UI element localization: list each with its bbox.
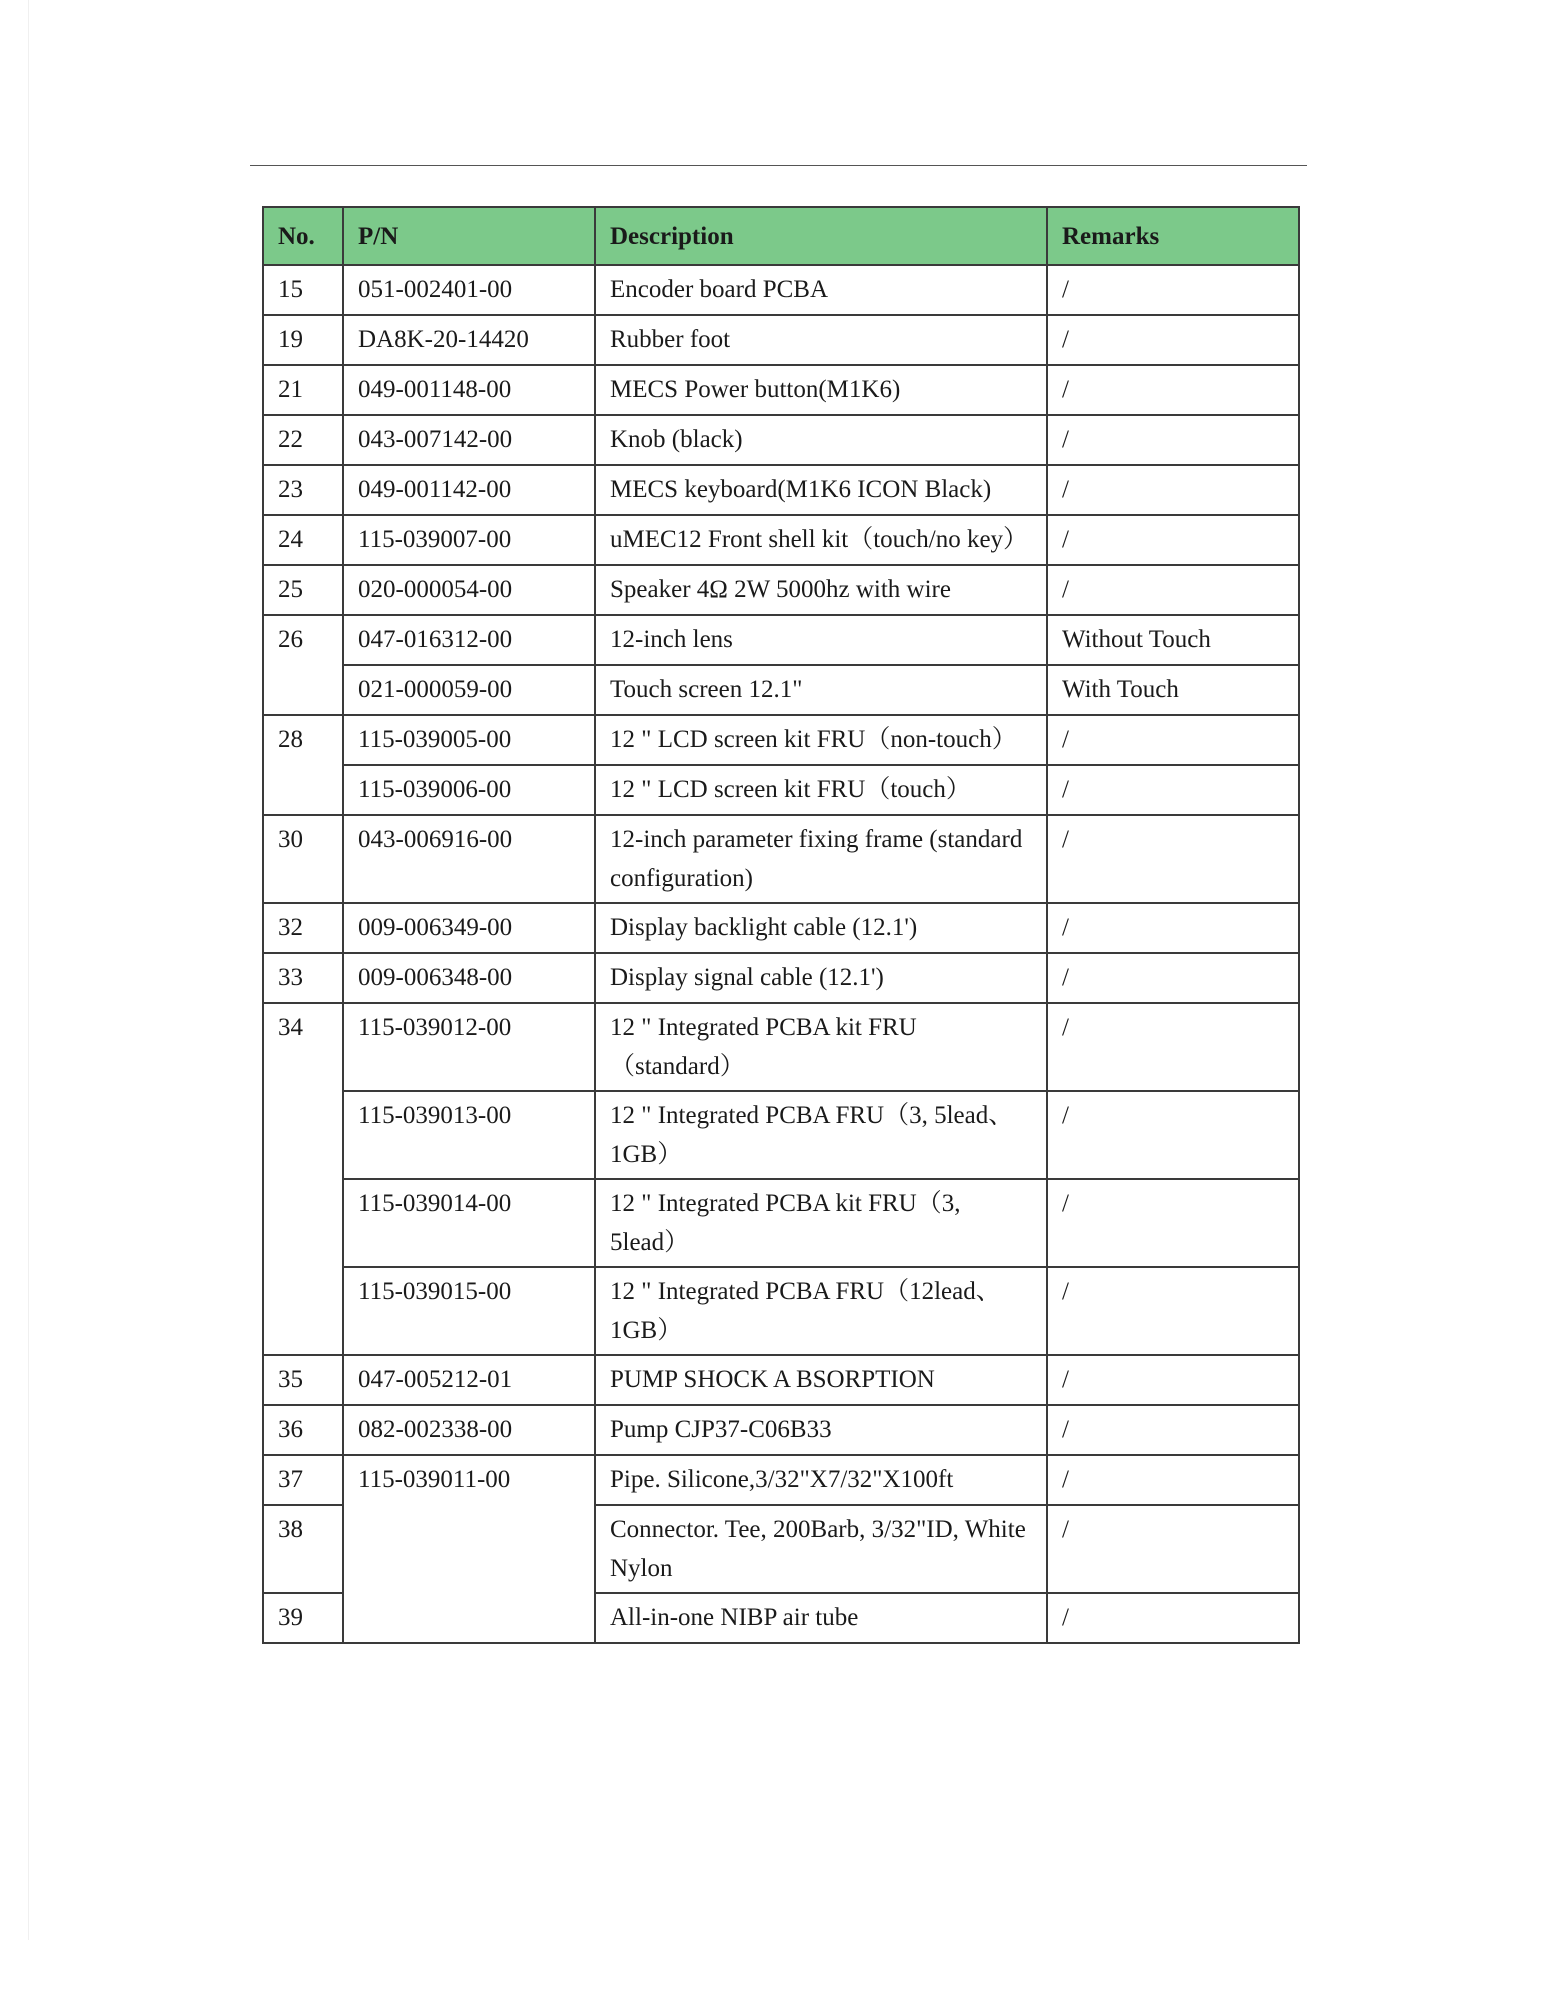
cell-no: 21	[263, 365, 343, 415]
cell-remarks: /	[1047, 465, 1299, 515]
table-row	[263, 903, 1299, 953]
cell-description: Pump CJP37-C06B33	[595, 1405, 1047, 1455]
cell-description: MECS Power button(M1K6)	[595, 365, 1047, 415]
cell-remarks: /	[1047, 953, 1299, 1003]
table-row	[263, 315, 1299, 365]
cell-description: uMEC12 Front shell kit（touch/no key）	[595, 515, 1047, 565]
cell-description: 12 " LCD screen kit FRU（non-touch）	[595, 715, 1047, 765]
cell-pn: 115-039005-00	[343, 715, 595, 765]
header-remarks: Remarks	[1047, 207, 1299, 265]
cell-remarks: /	[1047, 765, 1299, 815]
cell-remarks: /	[1047, 1355, 1299, 1405]
table-row	[263, 1267, 1299, 1355]
cell-no: 22	[263, 415, 343, 465]
cell-no: 38	[263, 1505, 343, 1593]
cell-remarks: /	[1047, 1505, 1299, 1593]
cell-description: Knob (black)	[595, 415, 1047, 465]
table-row	[263, 765, 1299, 815]
cell-description: MECS keyboard(M1K6 ICON Black)	[595, 465, 1047, 515]
cell-description: 12 " Integrated PCBA kit FRU （standard）	[595, 1003, 1047, 1091]
cell-pn: 009-006348-00	[343, 953, 595, 1003]
cell-pn: 115-039015-00	[343, 1267, 595, 1355]
table-row	[263, 265, 1299, 315]
table-row	[263, 365, 1299, 415]
parts-table	[262, 206, 1300, 1644]
table-row	[263, 665, 1299, 715]
cell-pn: 115-039012-00	[343, 1003, 595, 1091]
cell-description: PUMP SHOCK A BSORPTION	[595, 1355, 1047, 1405]
table-header-row	[263, 207, 1299, 265]
cell-no: 36	[263, 1405, 343, 1455]
header-no: No.	[263, 207, 343, 265]
table-row	[263, 415, 1299, 465]
cell-description: 12 " Integrated PCBA FRU（3, 5lead、1GB）	[595, 1091, 1047, 1179]
cell-description: Speaker 4Ω 2W 5000hz with wire	[595, 565, 1047, 615]
cell-description: Display signal cable (12.1')	[595, 953, 1047, 1003]
cell-remarks: /	[1047, 565, 1299, 615]
cell-pn: 115-039014-00	[343, 1179, 595, 1267]
cell-no: 33	[263, 953, 343, 1003]
cell-pn: 115-039011-00	[343, 1455, 595, 1643]
table-row	[263, 815, 1299, 903]
cell-description: 12 " Integrated PCBA kit FRU（3, 5lead）	[595, 1179, 1047, 1267]
header-pn: P/N	[343, 207, 595, 265]
cell-pn: 047-005212-01	[343, 1355, 595, 1405]
cell-no: 25	[263, 565, 343, 615]
cell-no: 39	[263, 1593, 343, 1643]
cell-pn: 051-002401-00	[343, 265, 595, 315]
cell-description: All-in-one NIBP air tube	[595, 1593, 1047, 1643]
cell-remarks: /	[1047, 1179, 1299, 1267]
table-row	[263, 1179, 1299, 1267]
cell-remarks: /	[1047, 1593, 1299, 1643]
cell-description: 12 " Integrated PCBA FRU（12lead、1GB）	[595, 1267, 1047, 1355]
cell-remarks: /	[1047, 815, 1299, 903]
cell-no: 35	[263, 1355, 343, 1405]
cell-pn: 049-001148-00	[343, 365, 595, 415]
cell-description: 12-inch lens	[595, 615, 1047, 665]
cell-pn: 043-007142-00	[343, 415, 595, 465]
cell-no: 32	[263, 903, 343, 953]
table-row	[263, 715, 1299, 765]
table-row	[263, 953, 1299, 1003]
cell-pn: 043-006916-00	[343, 815, 595, 903]
cell-pn: 115-039006-00	[343, 765, 595, 815]
table-row	[263, 1455, 1299, 1505]
cell-description: Encoder board PCBA	[595, 265, 1047, 315]
header-rule	[250, 165, 1307, 166]
cell-remarks: /	[1047, 1003, 1299, 1091]
table-row	[263, 615, 1299, 665]
cell-remarks: /	[1047, 1267, 1299, 1355]
cell-no: 15	[263, 265, 343, 315]
cell-description: Display backlight cable (12.1')	[595, 903, 1047, 953]
cell-remarks: /	[1047, 903, 1299, 953]
cell-description: Touch screen 12.1"	[595, 665, 1047, 715]
cell-pn: 020-000054-00	[343, 565, 595, 615]
cell-remarks: /	[1047, 1091, 1299, 1179]
cell-pn: 082-002338-00	[343, 1405, 595, 1455]
cell-no: 28	[263, 715, 343, 815]
cell-remarks: /	[1047, 365, 1299, 415]
cell-pn: 049-001142-00	[343, 465, 595, 515]
cell-remarks: /	[1047, 515, 1299, 565]
cell-remarks: /	[1047, 1405, 1299, 1455]
table-row	[263, 565, 1299, 615]
cell-remarks: /	[1047, 265, 1299, 315]
cell-pn: 047-016312-00	[343, 615, 595, 665]
cell-no: 19	[263, 315, 343, 365]
page-edge-line	[28, 0, 29, 1940]
cell-description: Rubber foot	[595, 315, 1047, 365]
cell-no: 37	[263, 1455, 343, 1505]
cell-remarks: /	[1047, 315, 1299, 365]
table-row	[263, 1003, 1299, 1091]
cell-pn: 115-039013-00	[343, 1091, 595, 1179]
table-row	[263, 465, 1299, 515]
cell-description: 12 " LCD screen kit FRU（touch）	[595, 765, 1047, 815]
cell-description: 12-inch parameter fixing frame (standard configuration)	[595, 815, 1047, 903]
cell-pn: 115-039007-00	[343, 515, 595, 565]
cell-description: Connector. Tee, 200Barb, 3/32"ID, White Nylon	[595, 1505, 1047, 1593]
table-row	[263, 1405, 1299, 1455]
cell-pn: DA8K-20-14420	[343, 315, 595, 365]
table-row	[263, 1355, 1299, 1405]
cell-remarks: Without Touch	[1047, 615, 1299, 665]
cell-remarks: /	[1047, 415, 1299, 465]
cell-no: 26	[263, 615, 343, 715]
cell-no: 34	[263, 1003, 343, 1355]
cell-no: 30	[263, 815, 343, 903]
cell-pn: 021-000059-00	[343, 665, 595, 715]
cell-remarks: /	[1047, 1455, 1299, 1505]
cell-remarks: With Touch	[1047, 665, 1299, 715]
table-row	[263, 1091, 1299, 1179]
table-row	[263, 515, 1299, 565]
cell-no: 23	[263, 465, 343, 515]
cell-description: Pipe. Silicone,3/32"X7/32"X100ft	[595, 1455, 1047, 1505]
cell-remarks: /	[1047, 715, 1299, 765]
cell-no: 24	[263, 515, 343, 565]
cell-pn: 009-006349-00	[343, 903, 595, 953]
header-description: Description	[595, 207, 1047, 265]
